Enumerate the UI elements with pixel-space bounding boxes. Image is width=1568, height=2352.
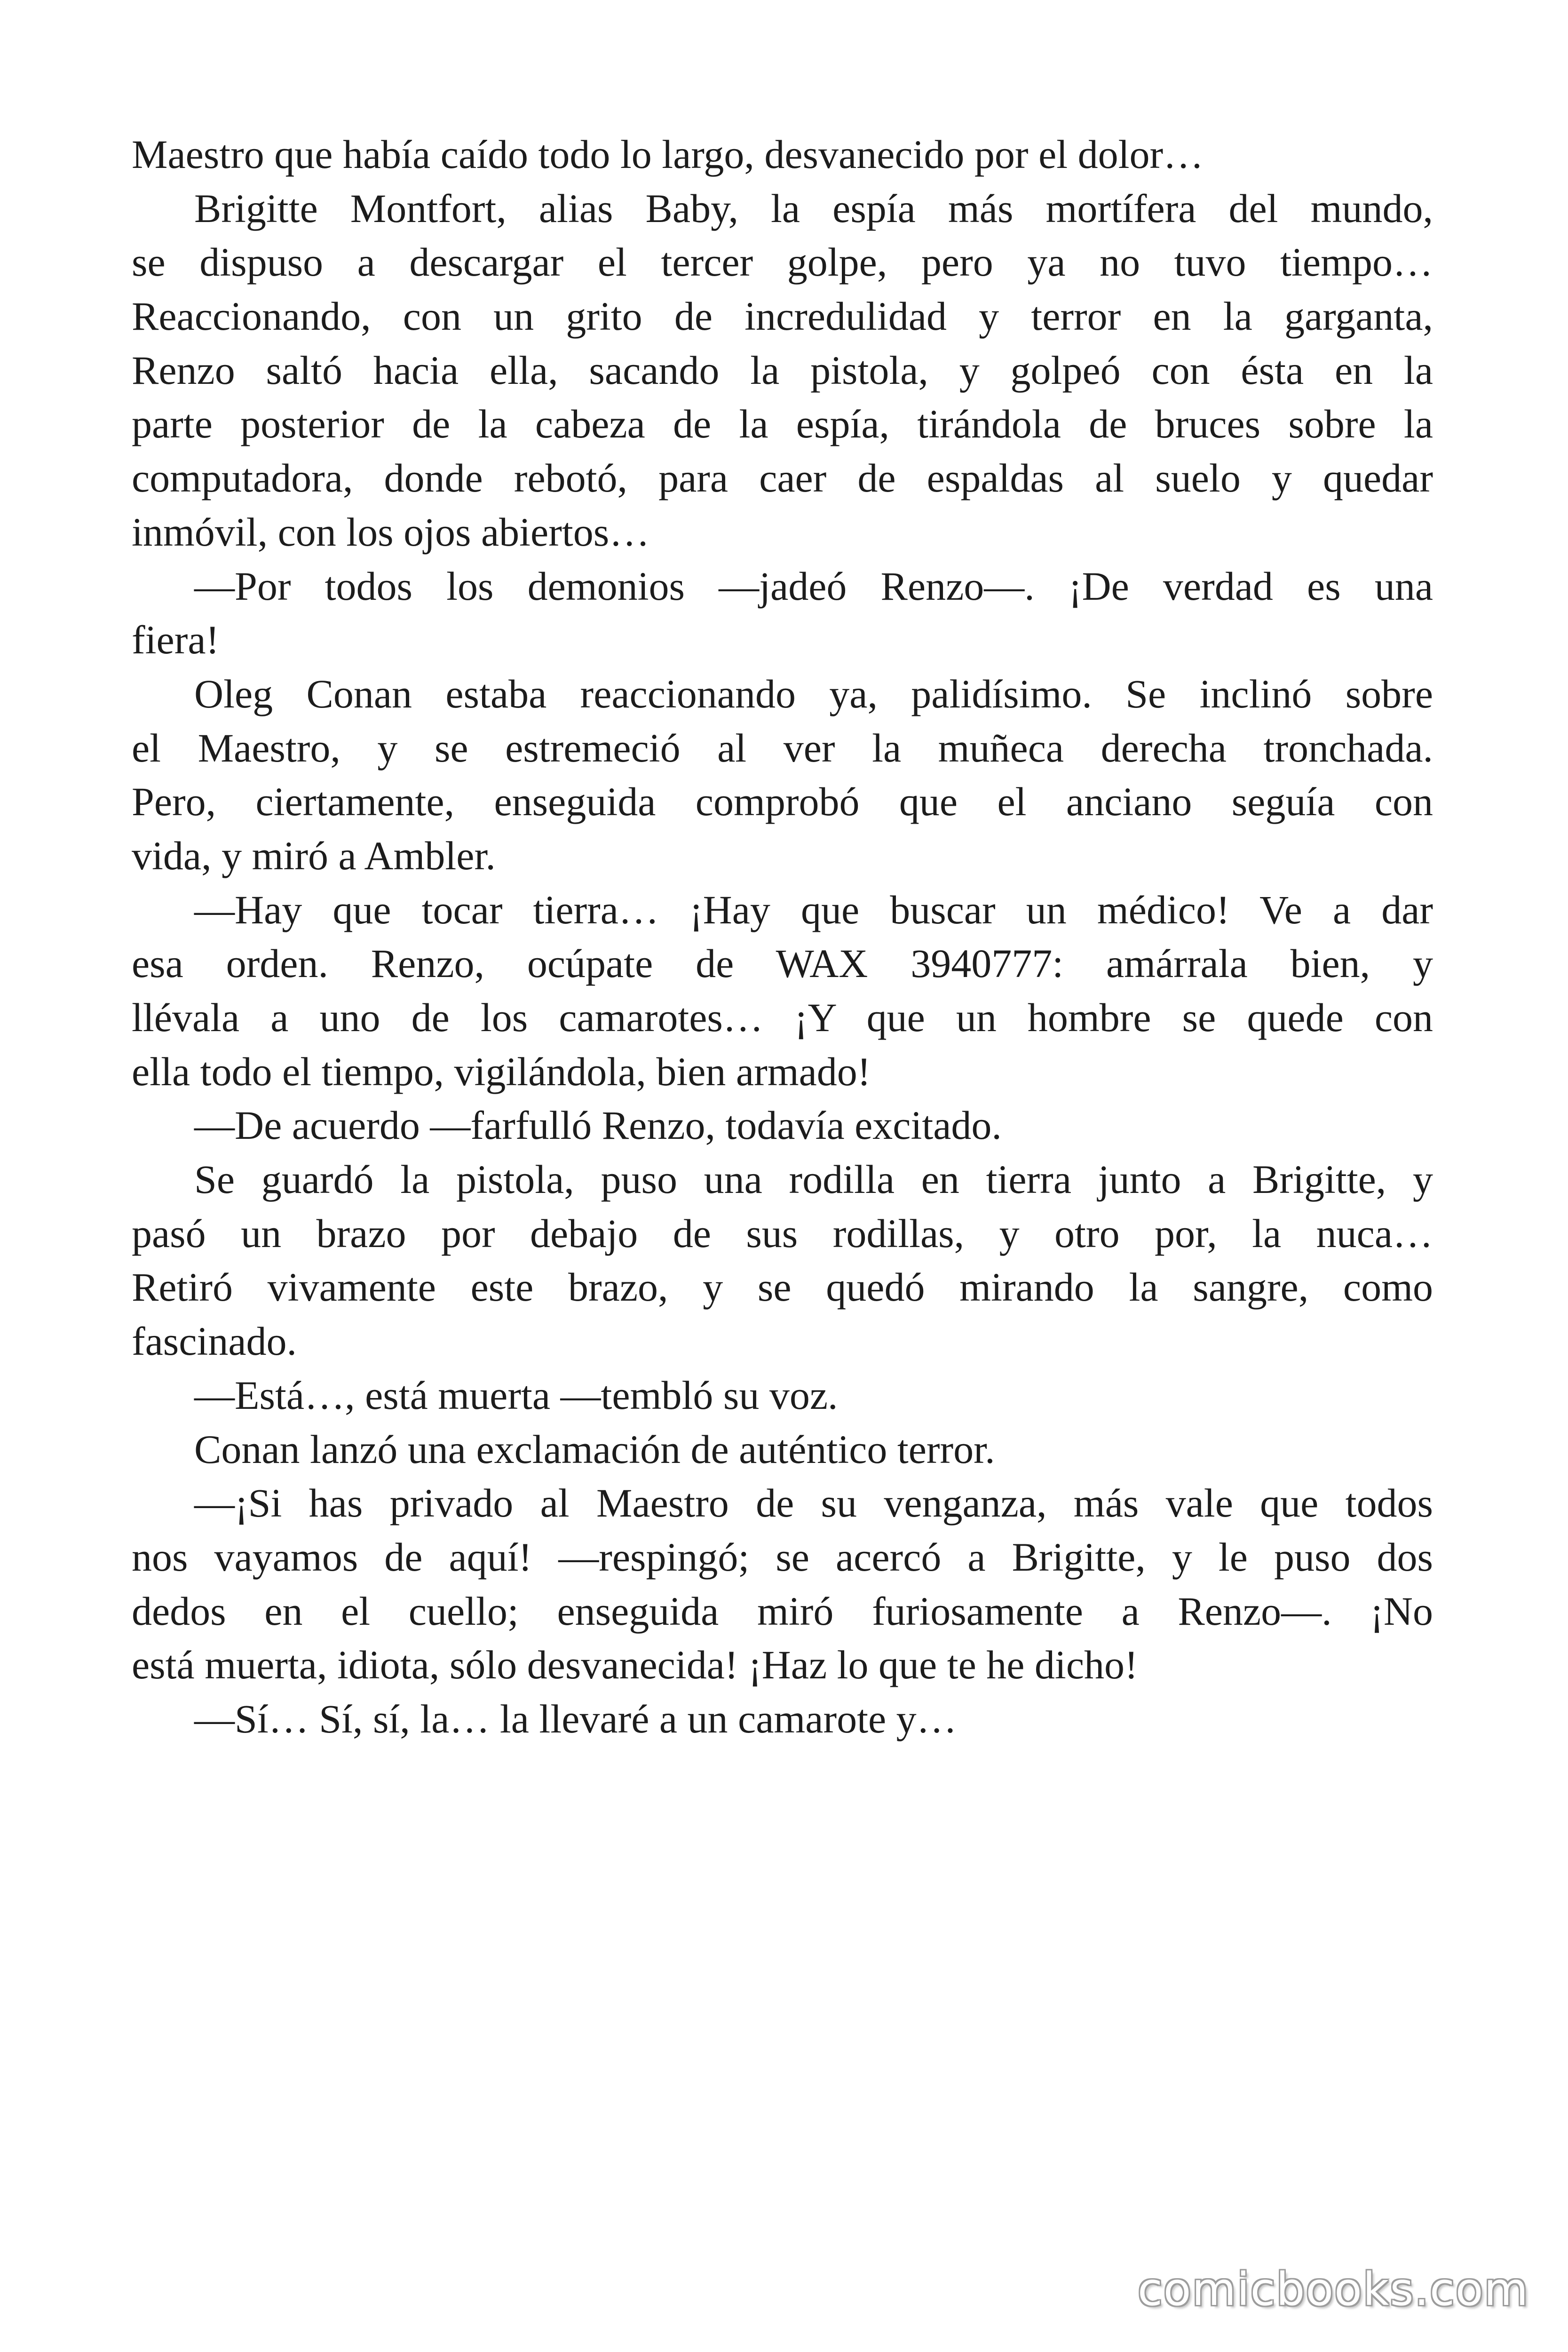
text-line: está muerta, idiota, sólo desvanecida! ¡Haz lo que te he dicho! [132,1642,1138,1688]
paragraph [132,667,1433,883]
text-line: vida, y miró a Ambler. [132,833,496,878]
text-line: Oleg Conan estaba reaccionando ya, palidísimo. Se inclinó sobre [194,671,1433,716]
paragraph [132,559,1433,667]
paragraph [132,1098,1433,1152]
text-line: —De acuerdo —farfulló Renzo, todavía excitado. [194,1103,1002,1148]
text-line: —Hay que tocar tierra… ¡Hay que buscar un médico! Ve a dar [194,887,1433,932]
text-line: el Maestro, y se estremeció al ver la muñeca derecha tronchada. [132,725,1433,771]
text-line: computadora, donde rebotó, para caer de espaldas al suelo y quedar [132,455,1433,501]
text-line: Retiró vivamente este brazo, y se quedó mirando la sangre, como [132,1264,1433,1310]
text-line: —Sí… Sí, sí, la… la llevaré a un camarote y… [194,1696,957,1741]
text-line: Maestro que había caído todo lo largo, desvanecido por el dolor… [132,132,1204,177]
text-line: Se guardó la pistola, puso una rodilla en tierra junto a Brigitte, y [194,1157,1433,1202]
paragraph [132,1692,1433,1746]
paragraph [132,883,1433,1099]
paragraph [132,1152,1433,1368]
text-line: llévala a uno de los camarotes… ¡Y que un hombre se quede con [132,995,1433,1040]
body-text [132,127,1433,1746]
text-line: —¡Si has privado al Maestro de su venganza, más vale que todos [194,1480,1433,1526]
paragraph [132,1368,1433,1422]
text-line: Pero, ciertamente, enseguida comprobó que el anciano seguía con [132,779,1433,825]
text-line: nos vayamos de aquí! —respingó; se acercó a Brigitte, y le puso dos [132,1534,1433,1580]
paragraph [132,182,1433,559]
text-line: —Por todos los demonios —jadeó Renzo—. ¡De verdad es una [194,563,1433,609]
paragraph [132,1422,1433,1477]
text-line: Brigitte Montfort, alias Baby, la espía más mortífera del mundo, [194,185,1433,231]
text-line: Conan lanzó una exclamación de auténtico terror. [194,1426,995,1472]
text-line: pasó un brazo por debajo de sus rodillas, y otro por, la nuca… [132,1210,1433,1256]
text-line: Reaccionando, con un grito de incredulidad y terror en la garganta, [132,294,1433,339]
text-line: dedos en el cuello; enseguida miró furiosamente a Renzo—. ¡No [132,1588,1433,1634]
text-line: ella todo el tiempo, vigilándola, bien armado! [132,1049,871,1094]
text-line: inmóvil, con los ojos abiertos… [132,509,650,555]
paragraph [132,1476,1433,1692]
text-line: Renzo saltó hacia ella, sacando la pistola, y golpeó con ésta en la [132,347,1433,393]
paragraph [132,127,1433,182]
watermark: comicbooks.com [1137,2263,1529,2316]
text-line: —Está…, está muerta —tembló su voz. [194,1372,838,1418]
text-line: se dispuso a descargar el tercer golpe, pero ya no tuvo tiempo… [132,239,1433,285]
text-line: fiera! [132,617,220,663]
text-line: esa orden. Renzo, ocúpate de WAX 3940777: amárrala bien, y [132,941,1433,986]
text-line: fascinado. [132,1319,297,1364]
text-line: parte posterior de la cabeza de la espía, tirándola de bruces sobre la [132,401,1433,447]
